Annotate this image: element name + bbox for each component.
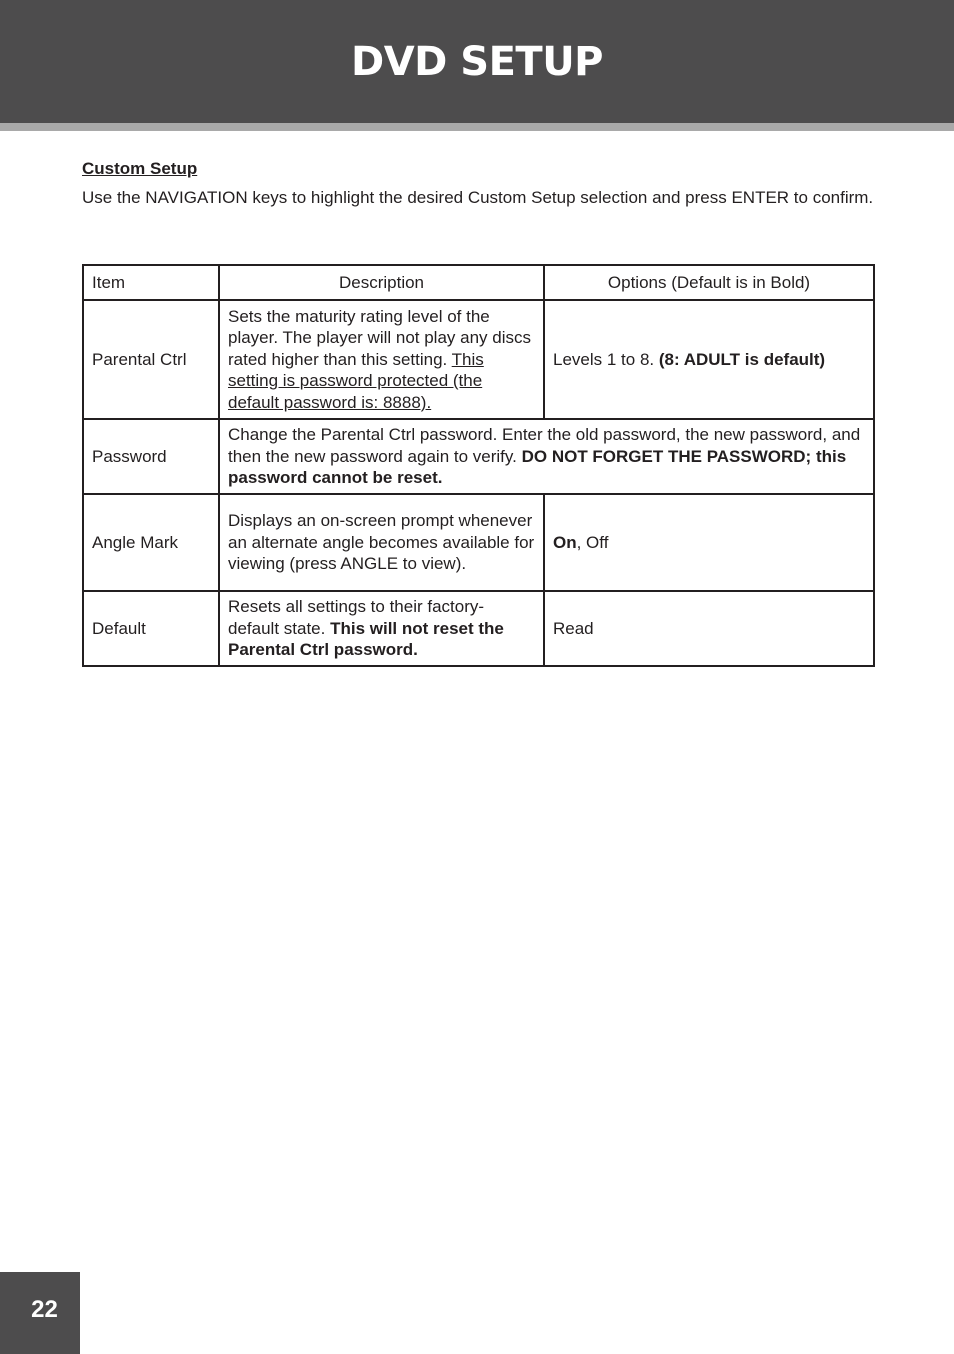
options-default-bold: On [553,532,577,552]
table-row-angle-mark [83,494,874,591]
page-number: 22 [31,1296,58,1323]
item-cell: Default [83,591,219,666]
description-cell [219,300,544,419]
options-cell [544,494,874,591]
description-note-bold: This will not reset the Parental Ctrl password. [228,618,504,660]
options-cell [544,300,874,419]
item-cell: Password [83,419,219,494]
description-text: Sets the maturity rating level of the player. The player will not play any discs rated higher than this setting. [228,306,532,369]
description-underlined-note: This setting is password protected (the default password is: 8888). [228,349,484,412]
description-cell [219,591,544,666]
table-row-parental-ctrl [83,300,874,419]
description-warning-bold: DO NOT FORGET THE PASSWORD; this password cannot be reset. [228,446,847,488]
description-text: Resets all settings to their factory-default state. [228,597,485,638]
item-cell: Angle Mark [83,494,219,591]
options-text: , Off [576,532,609,552]
description-cell: Displays an on-screen prompt whenever an alternate angle becomes available for viewing (press ANGLE to view). [219,494,544,591]
options-default-bold: (8: ADULT is default) [658,349,826,369]
column-header-description: Description [219,265,544,300]
column-header-options: Options (Default is in Bold) [544,265,874,300]
table-header-row [83,265,874,300]
table-row-password [83,419,874,494]
custom-setup-table [82,264,875,667]
description-cell [219,419,874,494]
header-divider [0,123,954,131]
options-text: Levels 1 to 8. [553,349,655,369]
column-header-item: Item [83,265,219,300]
description-text: Change the Parental Ctrl password. Enter the old password, the new password, and then the new password again to verify. [228,425,861,466]
table-row-default [83,591,874,666]
intro-paragraph: Use the NAVIGATION keys to highlight the desired Custom Setup selection and press ENTER to confirm. [82,188,874,207]
item-cell: Parental Ctrl [83,300,219,419]
section-title: Custom Setup [82,159,198,178]
page-title: DVD SETUP [350,39,603,85]
options-cell: Read [544,591,874,666]
